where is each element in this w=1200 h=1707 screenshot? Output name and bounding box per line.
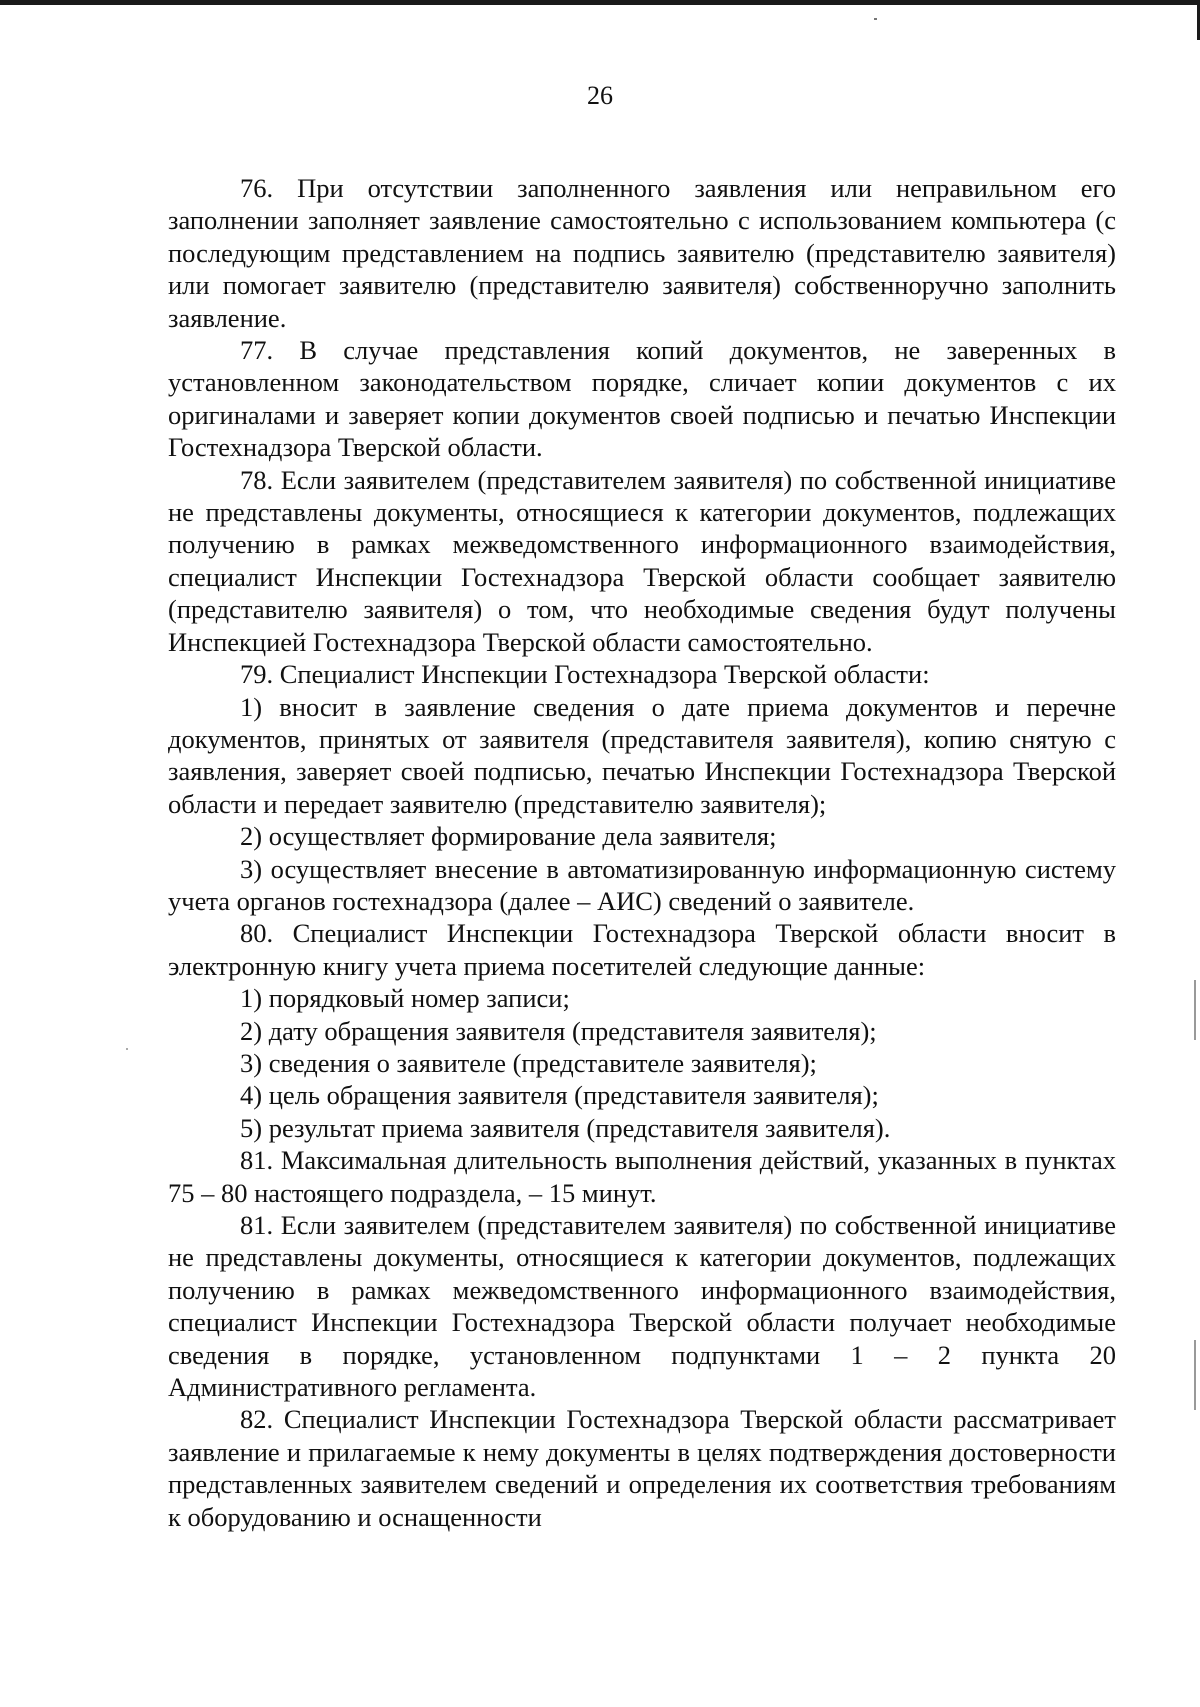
paragraph-81b: 81. Если заявителем (представителем заявителя) по собственной инициативе не представлены документы, относящиеся к категории документов, подлежащих получению в рамках межведомственного информационного взаимодействия, специалист Инспекции Гостехнадзора Тверской области получает необходимые сведения в порядке, установленном подпунктами 1 – 2 пункта 20 Административного регламента. <box>168 1210 1116 1403</box>
page-number: 26 <box>587 81 613 110</box>
paragraph-80-item-4: 4) цель обращения заявителя (представителя заявителя); <box>240 1080 879 1111</box>
paragraph-79: 79. Специалист Инспекции Гостехнадзора Тверской области: <box>240 659 930 690</box>
paragraph-80-item-3: 3) сведения о заявителе (представителе заявителя); <box>240 1047 817 1078</box>
paragraph-80-item-2: 2) дату обращения заявителя (представителя заявителя); <box>240 1015 877 1046</box>
paragraph-81a: 81. Максимальная длительность выполнения действий, указанных в пунктах 75 – 80 настоящего подраздела, – 15 минут. <box>168 1145 1116 1208</box>
paragraph-76: 76. При отсутствии заполненного заявления или неправильном его заполнении заполняет заявление самостоятельно с использованием компьютера (с последующим представлением на подпись заявителю (представителю заявителя) или помогает заявителю (представителю заявителя) собственноручно заполнить заявление. <box>168 173 1116 333</box>
paragraph-77: 77. В случае представления копий документов, не заверенных в установленном законодательством порядке, сличает копии документов с их оригиналами и заверяет копии документов своей подписью и печатью Инспекции Гостехнадзора Тверской области. <box>168 335 1116 463</box>
scan-edge-mark <box>1194 980 1196 1040</box>
paragraph-79-item-3: 3) осуществляет внесение в автоматизированную информационную систему учета органов гостехнадзора (далее – АИС) сведений о заявителе. <box>168 853 1116 916</box>
document-body <box>168 172 1116 1533</box>
paragraph-80: 80. Специалист Инспекции Гостехнадзора Тверской области вносит в электронную книгу учета приема посетителей следующие данные: <box>168 918 1116 981</box>
paragraph-78: 78. Если заявителем (представителем заявителя) по собственной инициативе не представлены документы, относящиеся к категории документов, подлежащих получению в рамках межведомственного информационного взаимодействия, специалист Инспекции Гостехнадзора Тверской области сообщает заявителю (представителю заявителя) о том, что необходимые сведения будут получены Инспекцией Гостехнадзора Тверской области самостоятельно. <box>168 464 1116 657</box>
scan-edge-mark <box>1194 1340 1196 1410</box>
scan-dot <box>126 1048 128 1050</box>
paragraph-80-item-1: 1) порядковый номер записи; <box>240 983 570 1014</box>
scan-dot <box>874 18 877 20</box>
paragraph-79-item-2: 2) осуществляет формирование дела заявителя; <box>240 821 777 852</box>
paragraph-79-item-1: 1) вносит в заявление сведения о дате приема документов и перечне документов, принятых от заявителя (представителя заявителя), копию снятую с заявления, заверяет своей подписью, печатью Инспекции Гостехнадзора Тверской области и передает заявителю (представителю заявителя); <box>168 691 1116 819</box>
paragraph-82: 82. Специалист Инспекции Гостехнадзора Тверской области рассматривает заявление и прилагаемые к нему документы в целях подтверждения достоверности представленных заявителем сведений и определения их соответствия требованиям к оборудованию и оснащенности <box>168 1404 1116 1532</box>
paragraph-80-item-5: 5) результат приема заявителя (представителя заявителя). <box>240 1112 891 1143</box>
scan-border-top <box>0 0 1200 5</box>
